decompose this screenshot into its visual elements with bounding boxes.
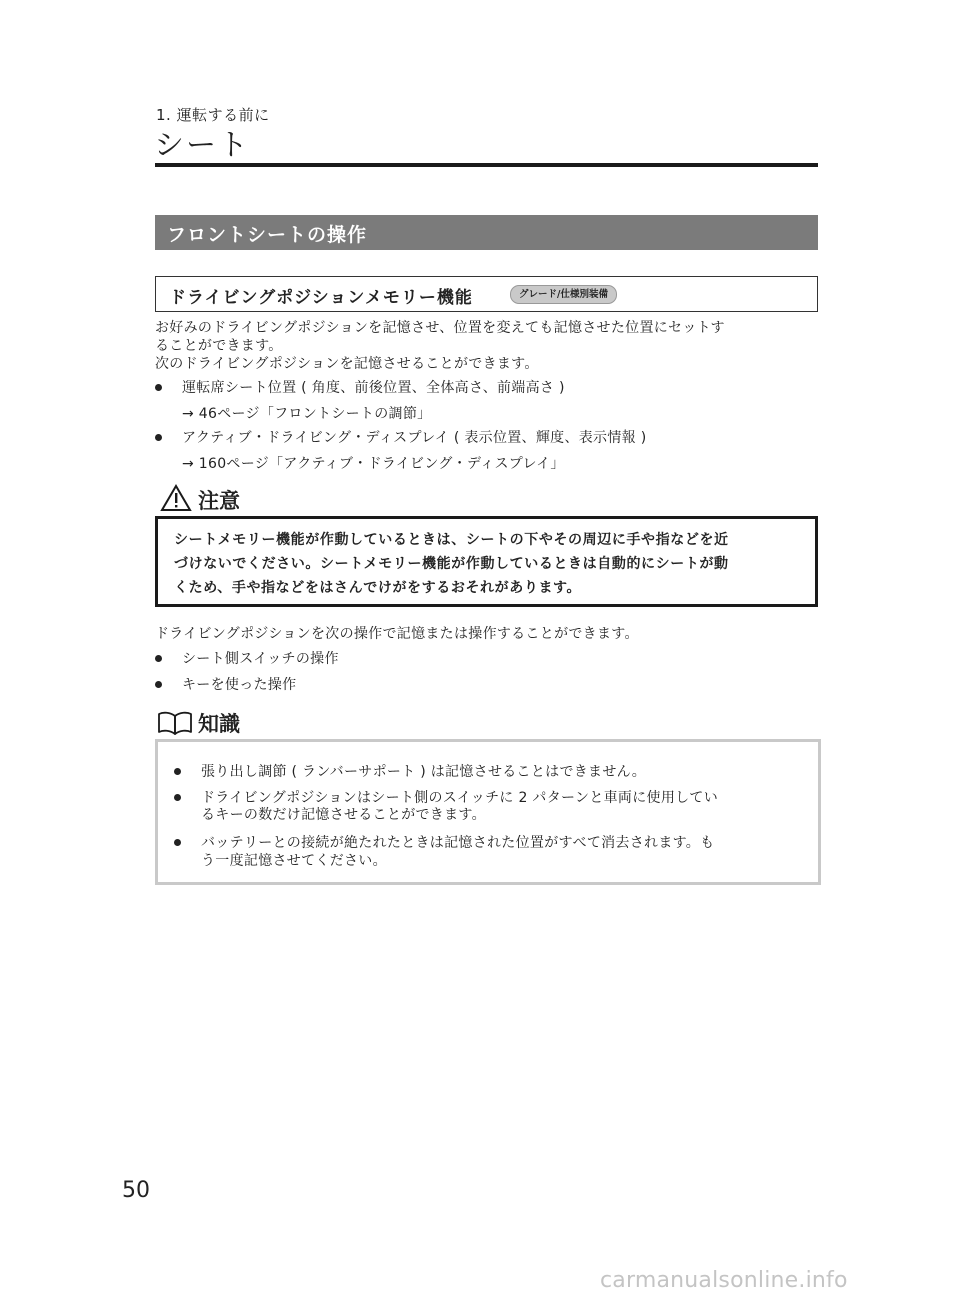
list-item: アクティブ・ドライビング・ディスプレイ ( 表示位置、輝度、表示情報 ) <box>182 430 647 446</box>
grade-badge: グレード/仕様別装備 <box>510 285 617 304</box>
intro-line: お好みのドライビングポジションを記憶させ、位置を変えても記憶させた位置にセットす <box>155 320 725 336</box>
reference-link[interactable]: → 160ページ「アクティブ・ドライビング・ディスプレイ」 <box>182 456 565 472</box>
caution-title: 注意 <box>198 489 240 513</box>
knowledge-title: 知識 <box>198 712 240 736</box>
knowledge-item-continued: う一度記憶させてください。 <box>201 853 387 869</box>
caution-line: づけないでください。シートメモリー機能が作動しているときは自動的にシートが動 <box>174 556 729 572</box>
subsection-banner <box>155 215 818 250</box>
bullet-dot <box>155 384 162 391</box>
open-book-icon <box>156 710 194 736</box>
knowledge-box <box>155 739 821 885</box>
title-rule <box>155 163 818 167</box>
bullet-dot <box>174 839 181 846</box>
knowledge-item: バッテリーとの接続が絶たれたときは記憶された位置がすべて消去されます。も <box>201 835 715 851</box>
bullet-dot <box>174 768 181 775</box>
knowledge-item-continued: るキーの数だけ記憶させることができます。 <box>201 807 486 823</box>
section-title: シート <box>154 128 250 163</box>
list-item: 運転席シート位置 ( 角度、前後位置、全体高さ、前端高さ ) <box>182 380 565 396</box>
knowledge-item: ドライビングポジションはシート側のスイッチに 2 パターンと車両に使用してい <box>201 790 719 806</box>
knowledge-item: 張り出し調節 ( ランバーサポート ) は記憶させることはできません。 <box>201 764 647 780</box>
subsection-title: フロントシートの操作 <box>167 224 368 246</box>
feature-title: ドライビングポジションメモリー機能 <box>169 288 473 308</box>
warning-triangle-icon <box>160 484 192 512</box>
bullet-dot <box>155 681 162 688</box>
caution-box <box>155 516 818 607</box>
intro-text <box>155 319 820 373</box>
caution-line: くため、手や指などをはさんでけがをするおそれがあります。 <box>174 580 582 596</box>
caution-text <box>174 528 804 600</box>
reference-link[interactable]: → 46ページ「フロントシートの調節」 <box>182 406 432 422</box>
list-item: シート側スイッチの操作 <box>182 651 339 667</box>
bullet-dot <box>155 434 162 441</box>
caution-line: シートメモリー機能が作動しているときは、シートの下やその周辺に手や指などを近 <box>174 532 729 548</box>
page-number: 50 <box>122 1178 150 1203</box>
intro-line: ることができます。 <box>155 338 283 354</box>
feature-header-box <box>155 276 818 312</box>
watermark: carmanualsonline.info <box>600 1268 848 1293</box>
bullet-dot <box>155 655 162 662</box>
operation-text: ドライビングポジションを次の操作で記憶または操作することができます。 <box>155 626 639 642</box>
list-item: キーを使った操作 <box>182 677 297 693</box>
bullet-dot <box>174 794 181 801</box>
chapter-label: 1. 運転する前に <box>156 106 270 124</box>
intro-line: 次のドライビングポジションを記憶させることができます。 <box>155 356 539 372</box>
